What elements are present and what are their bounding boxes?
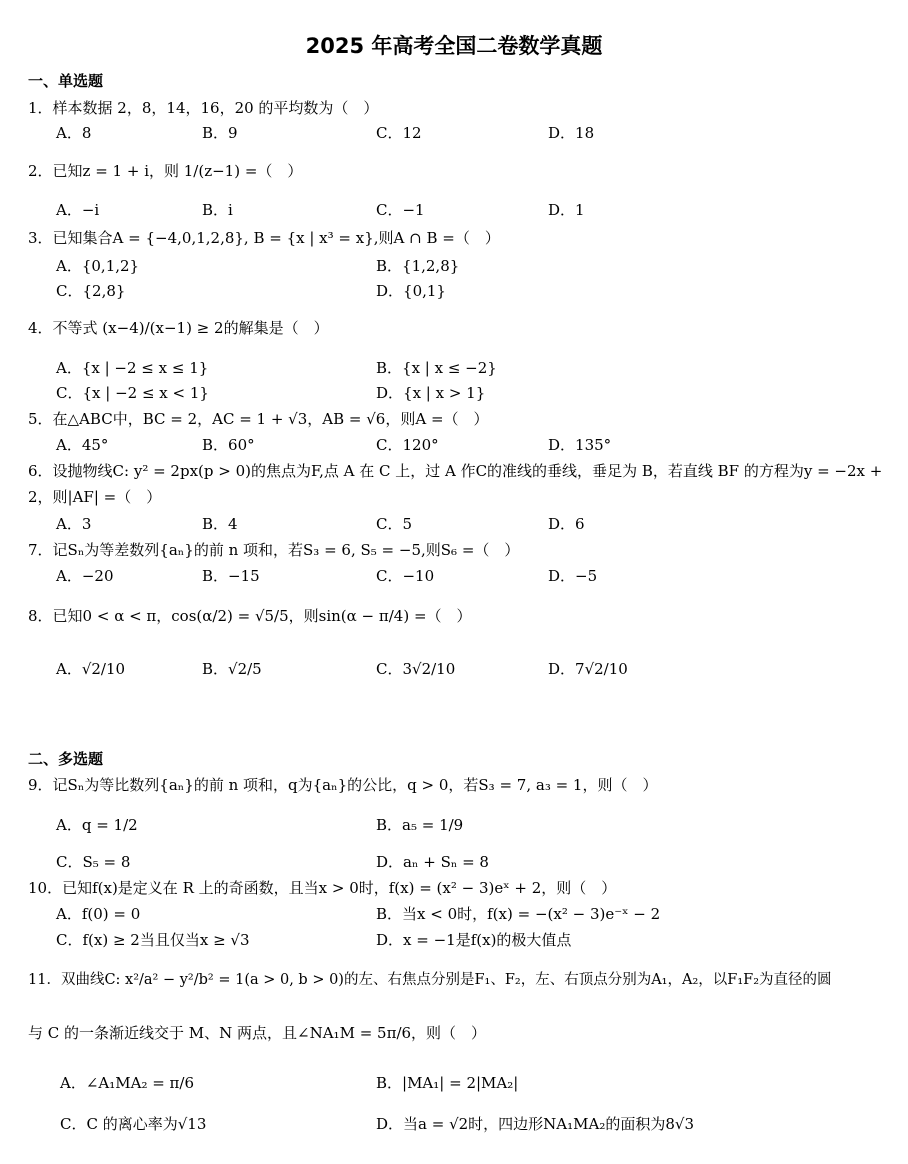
question-6-option-d: D．6 [548,515,585,533]
question-3-option-d: D．{0,1} [376,282,446,300]
question-11-option-c: C．C 的离心率为√13 [60,1115,207,1133]
question-10-option-c: C．f(x) ≥ 2当且仅当x ≥ √3 [56,931,250,949]
question-3-option-a: A．{0,1,2} [56,257,140,275]
question-5-option-d: D．135° [548,436,612,454]
question-5-option-a: A．45° [56,436,109,454]
question-1-option-b: B．9 [202,124,238,142]
question-5-option-c: C．120° [376,436,439,454]
question-10-option-d: D．x = −1是f(x)的极大值点 [376,931,572,949]
question-11-stem-line-2: 与 C 的一条渐近线交于 M、N 两点，且∠NA₁M = 5π/6，则（ ） [28,1024,487,1042]
question-10-option-a: A．f(0) = 0 [56,905,141,923]
section-heading-single-choice: 一、单选题 [28,72,104,90]
question-1-option-c: C．12 [376,124,422,142]
question-7-option-c: C．−10 [376,567,435,585]
question-11-option-d: D．当a = √2时，四边形NA₁MA₂的面积为8√3 [376,1115,694,1133]
question-9-stem: 9．记Sₙ为等比数列{aₙ}的前 n 项和，q为{aₙ}的公比，q > 0，若S₃ = 7, a₃ = 1，则（ ） [28,776,658,794]
question-2-stem: 2．已知z = 1 + i，则 1/(z−1) =（ ） [28,162,303,180]
section-heading-multiple-choice: 二、多选题 [28,750,104,768]
question-6-option-a: A．3 [56,515,92,533]
question-8-stem: 8．已知0 < α < π，cos(α/2) = √5/5，则sin(α − π/4) =（ ） [28,607,472,625]
question-1-option-a: A．8 [56,124,92,142]
question-9-option-a: A．q = 1/2 [56,816,138,834]
question-7-stem: 7．记Sₙ为等差数列{aₙ}的前 n 项和，若S₃ = 6, S₅ = −5,则S₆ =（ ） [28,541,520,559]
question-10-stem: 10．已知f(x)是定义在 R 上的奇函数，且当x > 0时，f(x) = (x² − 3)eˣ + 2，则（ ） [28,879,617,897]
question-11-stem-line-1: 11．双曲线C: x²/a² − y²/b² = 1(a > 0, b > 0)的左、右焦点分别是F₁、F₂，左、右顶点分别为A₁，A₂，以F₁F₂为直径的圆 [28,972,832,988]
question-2-option-b: B．i [202,201,233,219]
question-6-stem: 6．设抛物线C: y² = 2px(p > 0)的焦点为F,点 A 在 C 上，过 A 作C的准线的垂线，垂足为 B，若直线 BF 的方程为y = −2x + 2，则|AF| =（ ） [28,462,883,506]
question-2-option-a: A．−i [56,201,100,219]
question-5-option-b: B．60° [202,436,255,454]
question-6-option-b: B．4 [202,515,238,533]
question-9-option-c: C．S₅ = 8 [56,853,131,871]
question-4-option-c: C．{x | −2 ≤ x < 1} [56,384,209,402]
question-2-option-d: D．1 [548,201,585,219]
question-3-stem: 3．已知集合A = {−4,0,1,2,8}, B = {x | x³ = x},则A ∩ B =（ ） [28,229,500,247]
question-9-option-b: B．a₅ = 1/9 [376,816,464,834]
question-8-option-b: B．√2/5 [202,660,262,678]
question-7-option-d: D．−5 [548,567,598,585]
question-1-stem: 1．样本数据 2，8，14，16，20 的平均数为（ ） [28,99,379,117]
question-3-option-c: C．{2,8} [56,282,126,300]
question-7-option-a: A．−20 [56,567,114,585]
question-1-option-d: D．18 [548,124,595,142]
question-4-option-b: B．{x | x ≤ −2} [376,359,497,377]
question-2-option-c: C．−1 [376,201,425,219]
question-6-option-c: C．5 [376,515,413,533]
question-8-option-c: C．3√2/10 [376,660,456,678]
question-10-option-b: B．当x < 0时，f(x) = −(x² − 3)e⁻ˣ − 2 [376,905,661,923]
question-7-option-b: B．−15 [202,567,260,585]
question-9-option-d: D．aₙ + Sₙ = 8 [376,853,489,871]
question-8-option-d: D．7√2/10 [548,660,628,678]
page-title: 2025 年高考全国二卷数学真题 [305,34,603,58]
question-4-option-d: D．{x | x > 1} [376,384,486,402]
question-11-option-a: A．∠A₁MA₂ = π/6 [60,1074,195,1092]
question-11-option-b: B．|MA₁| = 2|MA₂| [376,1074,519,1092]
question-8-option-a: A．√2/10 [56,660,126,678]
question-4-stem: 4．不等式 (x−4)/(x−1) ≥ 2的解集是（ ） [28,319,329,337]
question-4-option-a: A．{x | −2 ≤ x ≤ 1} [56,359,209,377]
question-5-stem: 5．在△ABC中，BC = 2，AC = 1 + √3，AB = √6，则A =（ ） [28,410,489,428]
question-3-option-b: B．{1,2,8} [376,257,460,275]
